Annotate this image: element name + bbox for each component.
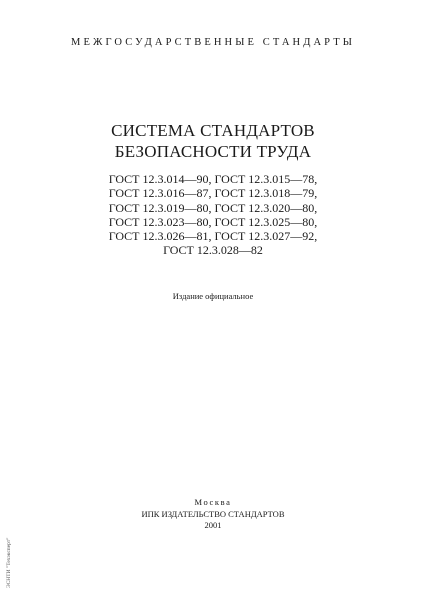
imprint-year: 2001 <box>204 520 222 530</box>
edition-label: Издание официальное <box>172 291 254 301</box>
gost-line: ГОСТ 12.3.023—80, ГОСТ 12.3.025—80, <box>108 214 318 229</box>
gost-line: ГОСТ 12.3.016—87, ГОСТ 12.3.018—79, <box>108 186 318 201</box>
imprint-city: Москва <box>194 497 232 507</box>
imprint-publisher: ИПК ИЗДАТЕЛЬСТВО СТАНДАРТОВ <box>141 508 285 519</box>
gost-line: ГОСТ 12.3.014—90, ГОСТ 12.3.015—78, <box>108 172 318 186</box>
side-watermark-note: ЭСНТИ "Техэксперт" <box>6 537 12 588</box>
document-title <box>0 120 426 162</box>
series-header: МЕЖГОСУДАРСТВЕННЫЕ СТАНДАРТЫ <box>71 37 355 48</box>
gost-list <box>0 172 426 258</box>
title-line-2: БЕЗОПАСНОСТИ ТРУДА <box>114 142 312 161</box>
title-line-1: СИСТЕМА СТАНДАРТОВ <box>111 121 315 140</box>
imprint <box>0 497 426 532</box>
gost-line: ГОСТ 12.3.028—82 <box>163 243 263 258</box>
gost-line: ГОСТ 12.3.019—80, ГОСТ 12.3.020—80, <box>108 200 318 215</box>
gost-line: ГОСТ 12.3.026—81, ГОСТ 12.3.027—92, <box>108 229 318 244</box>
